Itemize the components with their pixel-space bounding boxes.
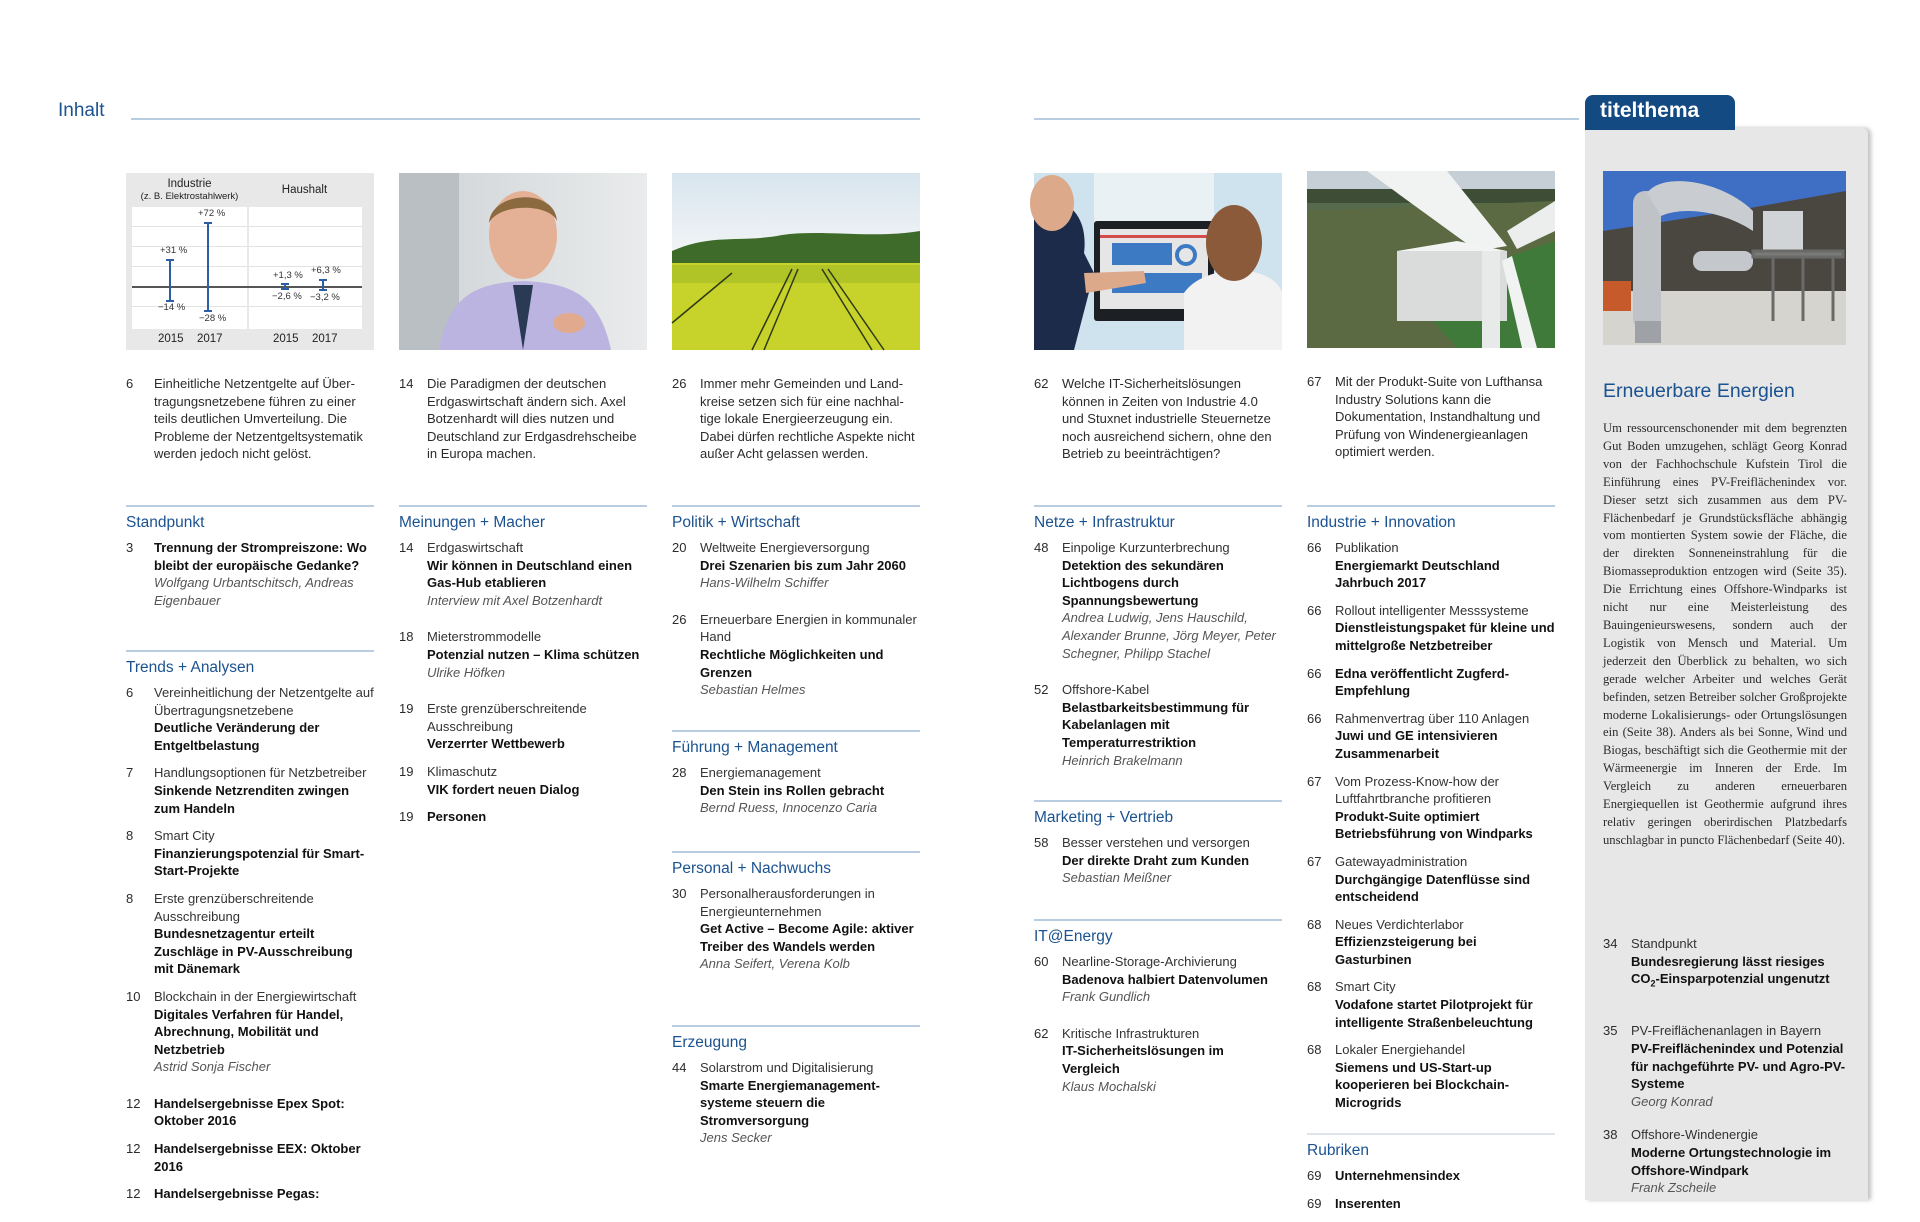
titelthema-tab: titelthema [1585, 95, 1735, 130]
page-number: 67 [1307, 374, 1322, 389]
entry-headline: Handelsergebnisse Epex Spot: Oktober 2016 [154, 1095, 345, 1129]
toc-entry[interactable] [1034, 834, 1282, 887]
x-tick-label: 2015 [273, 333, 299, 345]
entry-kicker: Blockchain in der Energiewirtschaft [154, 988, 357, 1004]
entry-headline: Wir können in Deutschland einen Gas-Hub etablieren [427, 557, 633, 591]
entry-headline: Handelsergebnisse Pegas: [154, 1186, 320, 1202]
toc-entry[interactable] [1307, 539, 1555, 592]
entry-kicker: Publikation [1335, 540, 1399, 555]
entry-headline: PV-Freiflächenindex und Potenzial für nachgeführte PV- und Agro-PV-Systeme [1631, 1040, 1846, 1092]
headline-part: -Einsparpotenzial ungenutzt [1655, 971, 1830, 987]
value-label: +31 % [160, 245, 188, 256]
page-number: 6 [126, 685, 134, 700]
entry-author: Hans-Wilhelm Schiffer [700, 575, 829, 591]
header-rule-right [1034, 118, 1579, 120]
entry-headline: Moderne Ortungstechnologie im Offshore-Windpark [1631, 1144, 1832, 1178]
entry-headline: Dienstleistungspaket für kleine und mittelgroße Netzbetreiber [1335, 620, 1555, 653]
toc-entry[interactable] [399, 539, 647, 609]
headline-part: Bundesregierung lässt riesiges CO [1631, 953, 1825, 987]
entry-kicker: Solarstrom und Digitalisierung [700, 1060, 874, 1075]
page-number: 62 [1034, 1025, 1049, 1041]
page-number: 8 [126, 890, 134, 906]
entry-kicker: Klimaschutz [427, 763, 498, 779]
teaser-text: Die Paradigmen der deutschen Erdgaswirtschaft ändern sich. Axel Botzenhardt will dies nutzen und Deutschland zur Erdgasdrehscheibe in Europa machen. [427, 376, 637, 462]
entry-headline: Verzerrter Wettbewerb [427, 736, 565, 752]
entry-headline: Rechtliche Möglichkeiten und Grenzen [700, 646, 884, 680]
entry-kicker: Energiemanagement [700, 765, 821, 780]
feature-teaser[interactable] [126, 375, 374, 463]
page-number: 26 [672, 611, 687, 627]
entry-author: Anna Seifert, Verena Kolb [700, 956, 850, 972]
feature-teaser[interactable] [399, 375, 647, 463]
section-industrie [1307, 505, 1555, 1122]
page-number: 52 [1034, 682, 1049, 698]
entry-author: Ulrike Höfken [427, 664, 506, 680]
toc-entry[interactable] [1307, 602, 1555, 655]
entry-kicker: Offshore-Windenergie [1631, 1127, 1758, 1143]
toc-entry[interactable] [126, 1140, 374, 1175]
section-title: Erzeugung [672, 1034, 747, 1051]
entry-headline: Sinkende Netzrenditen zwingen zum Handeln [154, 782, 350, 816]
entry-author: Heinrich Brakelmann [1062, 752, 1183, 768]
entry-kicker: Standpunkt [1631, 936, 1697, 951]
entry-kicker: Einpolige Kurzunterbrechung [1062, 540, 1230, 555]
entry-kicker: PV-Freiflächenanlagen in Bayern [1631, 1023, 1822, 1039]
entry-headline: Handelsergebnisse EEX: Oktober 2016 [154, 1141, 361, 1174]
entry-kicker: Gatewayadministration [1335, 853, 1468, 869]
entry-kicker: Vom Prozess-Know-how der Luftfahrtbranche profitieren [1335, 773, 1500, 807]
page-number: 35 [1603, 1023, 1618, 1039]
bar-cap [281, 283, 289, 285]
feature-teaser[interactable] [1034, 375, 1282, 463]
toc-entry[interactable] [1307, 978, 1555, 1031]
chart-group-label: Haushalt [281, 184, 328, 196]
page-number: 68 [1307, 1042, 1322, 1058]
x-tick-label: 2017 [312, 333, 338, 345]
page-number: 14 [399, 540, 414, 555]
toc-entry[interactable] [1034, 953, 1282, 1006]
section-divider [672, 505, 920, 507]
section-divider [672, 851, 920, 853]
entry-author: Interview mit Axel Botzenhardt [427, 592, 603, 608]
chart-group-haushalt [247, 184, 362, 196]
titelthema-entries [1603, 935, 1853, 1197]
toc-entry[interactable] [672, 764, 920, 817]
entry-kicker: Rollout intelligenter Messsysteme [1335, 602, 1529, 618]
field-landscape-photo[interactable] [672, 173, 920, 350]
toc-entry[interactable] [1603, 1126, 1853, 1196]
entry-headline: Deutliche Veränderung der Entgeltbelastung [154, 720, 320, 753]
toc-entry[interactable] [1307, 1167, 1555, 1185]
page-number: 26 [672, 376, 687, 391]
toc-entry[interactable] [126, 1095, 374, 1130]
toc-entry[interactable] [126, 684, 374, 754]
entry-kicker: Smart City [154, 828, 215, 844]
page-number: 68 [1307, 916, 1322, 932]
page-number: 12 [126, 1141, 141, 1157]
section-title: Führung + Management [672, 739, 838, 756]
teaser-text: Immer mehr Gemeinden und Landkreise setzen sich für eine nachhaltige lokale Energieerzeugung ein. Dabei dürfen rechtliche Aspekte nicht außer Acht gelassen werden. [700, 376, 915, 462]
feature-teaser[interactable] [1307, 373, 1555, 461]
section-divider [126, 505, 374, 507]
entry-headline: Detektion des sekundären Lichtbogens durch Spannungsbewertung [1062, 557, 1224, 608]
chart-group-industrie [132, 178, 247, 203]
entry-headline: Siemens und US-Start-up kooperieren bei Blockchain-Microgrids [1335, 1059, 1510, 1111]
section-divider [1034, 505, 1282, 507]
page-title: Inhalt [58, 100, 105, 121]
section-divider [672, 730, 920, 732]
entry-kicker: Erdgaswirtschaft [427, 540, 524, 555]
page-number: 6 [126, 376, 134, 391]
toc-entry[interactable] [126, 764, 374, 817]
toc-entry[interactable] [1034, 681, 1282, 769]
section-politik [672, 505, 920, 709]
toc-entry[interactable] [1034, 1025, 1282, 1095]
entry-kicker: Besser verstehen und versorgen [1062, 835, 1250, 850]
page-number: 19 [399, 701, 414, 717]
portrait-illustration [399, 173, 647, 350]
entry-headline: Belastbarkeitsbestimmung für Kabelanlagen mit Temperaturrestriktion [1062, 699, 1250, 750]
page-number: 19 [399, 763, 414, 779]
plant-illustration [1603, 171, 1846, 345]
entry-headline: Badenova halbiert Datenvolumen [1062, 971, 1268, 987]
entry-kicker: Offshore-Kabel [1062, 682, 1150, 698]
teaser-text: Welche IT-Sicherheitslösungen können in Zeiten von Industrie 4.0 und Stuxnet industrielle Steuernetze noch ausreichend sichern, ohne den Betrieb zu beeinträchtigen? [1062, 376, 1272, 462]
page-number: 62 [1034, 376, 1049, 391]
entry-headline: Bundesnetzagentur erteilt Zuschläge in PV-Ausschreibung mit Dänemark [154, 926, 353, 977]
feature-teaser[interactable] [672, 375, 920, 463]
bar-cap [281, 288, 289, 290]
toc-entry[interactable] [1307, 710, 1555, 763]
chart-plot-area [132, 207, 362, 329]
value-label: −14 % [158, 302, 186, 313]
range-bar-industrie-2015 [169, 259, 171, 301]
entry-headline: Vodafone startet Pilotprojekt für intelligente Straßenbeleuchtung [1335, 997, 1533, 1030]
page-number: 60 [1034, 954, 1049, 969]
page-number: 67 [1307, 773, 1322, 789]
section-divider [399, 505, 647, 507]
toc-entry[interactable] [399, 763, 647, 798]
entry-author: Bernd Ruess, Innocenzo Caria [700, 800, 878, 816]
section-personal [672, 851, 920, 983]
toc-entry[interactable] [126, 827, 374, 880]
page-number: 3 [126, 540, 134, 555]
zero-line [132, 286, 362, 288]
toc-entry[interactable] [399, 808, 647, 826]
range-bar-industrie-2017 [207, 222, 209, 311]
page-number: 66 [1307, 540, 1322, 555]
x-tick-label: 2015 [158, 333, 184, 345]
toc-entry[interactable] [1307, 1195, 1555, 1213]
entry-headline: Den Stein ins Rollen gebracht [700, 782, 885, 798]
toc-entry[interactable] [126, 988, 374, 1076]
page-number: 12 [126, 1186, 141, 1202]
entry-headline: Digitales Verfahren für Handel, Abrechnung, Mobilität und Netzbetrieb [154, 1006, 344, 1057]
section-erzeugung [672, 1025, 920, 1157]
group-separator [247, 207, 249, 329]
toc-entry[interactable] [672, 885, 920, 973]
bar-cap [319, 279, 327, 281]
toc-entry[interactable] [126, 890, 374, 978]
teaser-text: Einheitliche Netzentgelte auf Übertragungsnetzebene führen zu einer teils deutlichen Umverteilung. Die Probleme der Netzentgeltsystematik werden jedoch nicht gelöst. [154, 376, 363, 462]
entry-headline: VIK fordert neuen Dialog [427, 781, 580, 797]
page-number: 68 [1307, 979, 1322, 995]
entry-headline: Juwi und GE intensivieren Zusammenarbeit [1335, 728, 1498, 761]
section-title: Personal + Nachwuchs [672, 860, 831, 877]
section-rubriken [1307, 1133, 1555, 1222]
toc-entry[interactable] [1603, 1022, 1853, 1110]
page-number: 66 [1307, 710, 1322, 726]
chart-group-label: Industrie [167, 178, 212, 190]
portrait-photo[interactable] [399, 173, 647, 350]
toc-entry[interactable] [1307, 665, 1555, 700]
toc-entry[interactable] [399, 628, 647, 681]
entry-author: Wolfgang Urbantschitsch, Andreas Eigenbauer [154, 575, 354, 608]
page-number: 44 [672, 1060, 687, 1075]
x-tick-label: 2017 [197, 333, 223, 345]
page-number: 69 [1307, 1168, 1322, 1183]
entry-headline: Energiemarkt Deutschland Jahrbuch 2017 [1335, 557, 1500, 591]
entry-kicker: Weltweite Energieversorgung [700, 540, 870, 555]
entry-author: Frank Gundlich [1062, 989, 1151, 1005]
page-number: 10 [126, 988, 141, 1004]
page-number: 8 [126, 828, 134, 844]
entry-headline: Potenzial nutzen – Klima schützen [427, 646, 640, 662]
geothermal-plant-photo[interactable] [1603, 171, 1846, 345]
page-number: 48 [1034, 540, 1049, 555]
teaser-text: Mit der Produkt-Suite von Lufthansa Industry Solutions kann die Dokumentation, Instandhaltung und Prüfung von Windenergieanlagen optimiert werden. [1335, 374, 1543, 460]
section-netze [1034, 505, 1282, 779]
entry-headline: Inserenten [1335, 1195, 1401, 1211]
entry-author: Jens Secker [700, 1130, 772, 1146]
entry-headline: Drei Szenarien bis zum Jahr 2060 [700, 557, 906, 573]
toc-entry[interactable] [1307, 853, 1555, 906]
page-number: 58 [1034, 835, 1049, 850]
page-number: 28 [672, 765, 687, 780]
header-rule-left [131, 118, 920, 120]
titelthema-heading: Erneuerbare Energien [1603, 380, 1795, 402]
section-meinungen [399, 505, 647, 836]
section-marketing [1034, 800, 1282, 897]
entry-kicker: Neues Verdichterlabor [1335, 916, 1464, 932]
value-label: +72 % [198, 208, 226, 219]
bar-cap [319, 289, 327, 291]
entry-headline: Effizienzsteigerung bei Gasturbinen [1335, 934, 1477, 967]
section-divider [1307, 505, 1555, 507]
it-monitor-illustration [1034, 173, 1282, 350]
page-number: 14 [399, 376, 414, 391]
toc-entry[interactable] [672, 611, 920, 699]
entry-kicker: Smart City [1335, 979, 1396, 995]
section-title: Netze + Infrastruktur [1034, 514, 1175, 531]
section-fuehrung [672, 730, 920, 827]
bar-cap [166, 259, 174, 261]
toc-entry[interactable] [672, 1059, 920, 1147]
entry-headline [1631, 953, 1853, 994]
entry-headline: Edna veröffentlicht Zugferd-Empfehlung [1335, 665, 1510, 699]
section-title: Politik + Wirtschaft [672, 514, 800, 531]
toc-entry[interactable] [126, 1185, 374, 1203]
toc-entry[interactable] [1307, 916, 1555, 969]
section-title: Meinungen + Macher [399, 514, 546, 531]
entry-author: Georg Konrad [1631, 1093, 1713, 1109]
toc-entry[interactable] [1307, 1041, 1555, 1111]
entry-kicker: Erste grenzüberschreitende Ausschreibung [427, 701, 587, 734]
toc-entry[interactable] [1034, 539, 1282, 662]
toc-entry[interactable] [126, 539, 374, 609]
subscript: 2 [1650, 978, 1656, 989]
entry-author: Frank Zscheile [1631, 1180, 1717, 1196]
section-itenergy [1034, 919, 1282, 1105]
section-standpunkt [126, 505, 374, 619]
section-divider [1307, 1133, 1555, 1135]
toc-entry[interactable] [672, 539, 920, 592]
entry-kicker: Handlungsoptionen für Netzbetreiber [154, 765, 367, 781]
entry-kicker: Erneuerbare Energien in kommunaler Hand [700, 611, 917, 645]
toc-entry[interactable] [1603, 935, 1853, 993]
chart-group-sublabel: (z. B. Elektrostahlwerk) [140, 191, 239, 202]
netzentgelte-chart[interactable] [126, 173, 374, 350]
section-title: Rubriken [1307, 1142, 1370, 1159]
toc-entry[interactable] [1307, 773, 1555, 843]
section-title: IT@Energy [1034, 928, 1113, 945]
entry-kicker: Vereinheitlichung der Netzentgelte auf Übertragungsnetzebene [154, 685, 374, 718]
page-number: 19 [399, 809, 414, 825]
page-number: 12 [126, 1095, 141, 1111]
entry-kicker: Lokaler Energiehandel [1335, 1042, 1466, 1058]
page-number: 66 [1307, 602, 1322, 618]
toc-entry[interactable] [399, 700, 647, 753]
entry-headline: Der direkte Draht zum Kunden [1062, 852, 1250, 868]
entry-author: Andrea Ludwig, Jens Hauschild, Alexander Brunne, Jörg Meyer, Peter Schegner, Philipp Stachel [1062, 610, 1276, 661]
entry-headline: Personen [427, 809, 487, 825]
wind-turbine-photo[interactable] [1307, 171, 1555, 348]
entry-author: Sebastian Meißner [1062, 870, 1172, 886]
entry-kicker: Personalherausforderungen in Energieunternehmen [700, 886, 875, 919]
section-divider [1034, 919, 1282, 921]
entry-kicker: Rahmenvertrag über 110 Anlagen [1335, 710, 1530, 726]
section-title: Marketing + Vertrieb [1034, 809, 1174, 826]
page-number: 67 [1307, 853, 1322, 869]
page-number: 7 [126, 765, 134, 781]
entry-author: Klaus Mochalski [1062, 1078, 1156, 1094]
entry-kicker: Kritische Infrastrukturen [1062, 1025, 1200, 1041]
section-divider [1034, 800, 1282, 802]
entry-kicker: Mieterstrommodelle [427, 629, 542, 645]
page-number: 30 [672, 886, 687, 901]
entry-headline: Smarte Energiemanagementsysteme steuern die Stromversorgung [700, 1077, 880, 1128]
value-label: −3,2 % [310, 292, 340, 303]
entry-headline: Unternehmensindex [1335, 1168, 1460, 1183]
page-number: 69 [1307, 1195, 1322, 1211]
page-number: 18 [399, 629, 414, 645]
entry-headline: Finanzierungspotenzial für Smart-Start-Projekte [154, 845, 365, 879]
page-number: 34 [1603, 936, 1618, 951]
entry-author: Sebastian Helmes [700, 682, 806, 698]
section-title: Standpunkt [126, 514, 205, 531]
page-number: 38 [1603, 1127, 1618, 1143]
entry-headline: Trennung der Strompreiszone: Wo bleibt der europäische Gedanke? [154, 540, 367, 573]
value-label: −2,6 % [272, 291, 302, 302]
value-label: +6,3 % [311, 265, 341, 276]
entry-author: Astrid Sonja Fischer [154, 1059, 271, 1075]
titelthema-text: Um ressourcenschonender mit dem begrenzten Gut Boden umzugehen, schlägt Georg Konrad von der Fachhochschule Kufstein Tirol die Einführung eines PV-Freiflächenindex vor. Dieser setzt sich zusammen aus dem PV-Flächenbedarf je Grundstücksfläche abhängig vom montierten System sowie der Fläche, die der direkten Sonneneinstrahlung für die Biomasseproduktion entzogen wird (Seite 35). Die Errichtung eines Offshore-Windparks ist nicht nur eine Meisterleistung des Bauingenieurswesens, sondern auch der Logistik von Mensch und Material. Um jederzeit den Überblick zu behalten, wo sich gerade welcher Arbeiter und welches Gerät befinden, setzen Betreiber solcher Großprojekte moderne Lokalisierungs- oder Ortungslösungen ein (Seite 38). Anders als bei Sonne, Wind und Biogas, beschäftigt sich die Geothermie mit der Wärmeenergie im Inneren der Erde. Im Vergleich zu anderen erneuerbaren Energiequellen ist Geothermie aufgrund ihres relativ geringen oberirdischen Platzbedarfs unschlagbar in puncto Flächenbedarf (Seite 40). [1603, 421, 1847, 847]
page-number: 66 [1307, 665, 1322, 681]
value-label: −28 % [199, 313, 227, 324]
entry-headline: IT-Sicherheitslösungen im Vergleich [1062, 1043, 1224, 1076]
section-divider [672, 1025, 920, 1027]
it-security-photo[interactable] [1034, 173, 1282, 350]
value-label: +1,3 % [273, 270, 303, 281]
entry-headline: Produkt-Suite optimiert Betriebsführung von Windparks [1335, 808, 1533, 842]
section-trends [126, 650, 374, 1213]
entry-headline: Durchgängige Datenflüsse sind entscheidend [1335, 871, 1531, 905]
entry-kicker: Nearline-Storage-Archivierung [1062, 954, 1237, 969]
section-divider [126, 650, 374, 652]
entry-headline: Get Active – Become Agile: aktiver Treiber des Wandels werden [700, 921, 914, 954]
bar-cap [204, 310, 212, 312]
section-title: Industrie + Innovation [1307, 514, 1456, 531]
wind-turbine-illustration [1307, 171, 1555, 348]
bar-cap [204, 222, 212, 224]
section-title: Trends + Analysen [126, 659, 255, 676]
page-number: 20 [672, 540, 687, 555]
entry-kicker: Erste grenzüberschreitende Ausschreibung [154, 890, 314, 924]
field-illustration [672, 173, 920, 350]
